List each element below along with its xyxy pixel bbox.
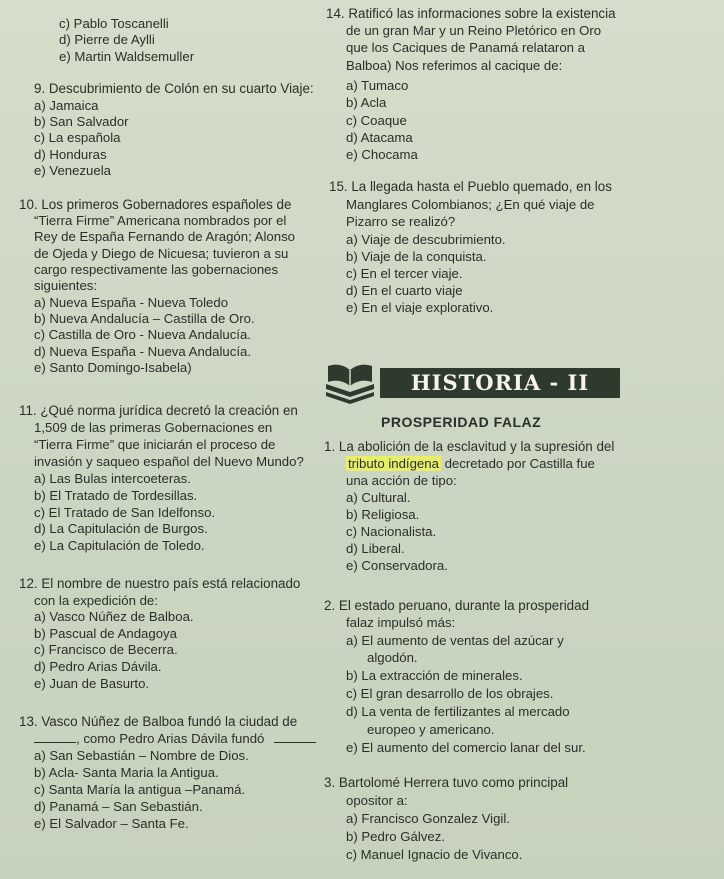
book-icon — [322, 362, 378, 404]
section-banner — [322, 360, 622, 406]
option-text: e) Chocama — [346, 147, 418, 162]
question-text: falaz impulsó más: — [346, 615, 456, 630]
option-text: b) La extracción de minerales. — [346, 668, 523, 683]
question-r3: 3. Bartolomé Herrera tuvo como principal — [324, 775, 569, 790]
question-13: 13. Vasco Núñez de Balboa fundó la ciudad de — [19, 714, 298, 729]
option-text: e) Santo Domingo-Isabela) — [34, 360, 192, 375]
option-text: d) Pedro Arias Dávila. — [34, 659, 162, 674]
answer-blank — [274, 732, 316, 743]
option-text: b) Pedro Gálvez. — [346, 829, 445, 844]
option-text: d) Honduras — [34, 147, 107, 162]
option-text: c) Nacionalista. — [346, 524, 437, 539]
option-text: e) El aumento del comercio lanar del sur. — [346, 740, 586, 755]
question-text: , como Pedro Arias Dávila fundó — [34, 731, 316, 747]
option-text: b) Viaje de la conquista. — [346, 249, 487, 264]
option-text: e) Juan de Basurto. — [34, 676, 150, 691]
option-text: e) La Capitulación de Toledo. — [34, 538, 205, 553]
option-text: c) Coaque — [346, 113, 407, 128]
option-text: europeo y americano. — [367, 722, 495, 737]
question-text: cargo respectivamente las gobernaciones — [34, 262, 279, 277]
question-text: de un gran Mar y un Reino Pletórico en Oro — [346, 23, 602, 38]
question-text: siguientes: — [34, 278, 98, 293]
option-text: c) Santa María la antigua –Panamá. — [34, 782, 246, 797]
option-text: d) Liberal. — [346, 541, 405, 556]
option-text: a) San Sebastián – Nombre de Dios. — [34, 748, 249, 763]
option-text: d) Nueva España - Nueva Andalucía. — [34, 344, 251, 359]
question-text: que los Caciques de Panamá relataron a — [346, 40, 585, 55]
option-text: e) Venezuela — [34, 163, 111, 178]
option-text: a) Vasco Núñez de Balboa. — [34, 609, 194, 624]
option-text: c) Francisco de Becerra. — [34, 642, 178, 657]
question-15: 15. La llegada hasta el Pueblo quemado, en los — [329, 179, 612, 194]
option-text: c) La española — [34, 130, 121, 145]
option-text: d) La venta de fertilizantes al mercado — [346, 704, 570, 719]
option-text: d) Atacama — [346, 130, 413, 145]
option-text: c) Pablo Toscanelli — [59, 16, 169, 31]
option-text: b) Acla- Santa Maria la Antigua. — [34, 765, 219, 780]
banner-title: HISTORIA - II — [410, 370, 590, 395]
option-text: b) Religiosa. — [346, 507, 420, 522]
question-text: tributo indígena decretado por Castilla fue — [348, 456, 595, 471]
question-text: “Tierra Firme” Americana nombrados por el — [34, 213, 287, 228]
option-text: e) Martin Waldsemuller — [59, 49, 195, 64]
option-text: d) La Capitulación de Burgos. — [34, 521, 208, 536]
option-text: b) Pascual de Andagoya — [34, 626, 177, 641]
option-text: d) Panamá – San Sebastián. — [34, 799, 203, 814]
option-text: b) Acla — [346, 95, 387, 110]
question-r1: 1. La abolición de la esclavitud y la supresión del — [324, 439, 615, 454]
question-text: “Tierra Firme” que iniciarán el proceso de — [34, 437, 276, 452]
option-text: a) Jamaica — [34, 98, 99, 113]
question-text: de Ojeda y Diego de Nicuesa; tuvieron a su — [34, 246, 289, 261]
option-text: a) El aumento de ventas del azúcar y — [346, 633, 564, 648]
question-12: 12. El nombre de nuestro país está relacionado — [19, 576, 301, 591]
section-subtitle: PROSPERIDAD FALAZ — [381, 414, 542, 430]
question-11: 11. ¿Qué norma jurídica decretó la creación en — [19, 403, 298, 418]
option-text: c) Manuel Ignacio de Vivanco. — [346, 847, 523, 862]
option-text: e) Conservadora. — [346, 558, 448, 573]
question-9: 9. Descubrimiento de Colón en su cuarto Viaje: — [34, 81, 314, 96]
question-text: opositor a: — [346, 793, 408, 808]
option-text: b) Nueva Andalucía – Castilla de Oro. — [34, 311, 255, 326]
option-text: b) San Salvador — [34, 114, 129, 129]
option-text: c) En el tercer viaje. — [346, 266, 463, 281]
option-text: b) El Tratado de Tordesillas. — [34, 488, 198, 503]
question-10: 10. Los primeros Gobernadores españoles de — [19, 197, 292, 212]
option-text: a) Viaje de descubrimiento. — [346, 232, 506, 247]
question-text: Balboa) Nos referimos al cacique de: — [346, 58, 563, 73]
question-text: una acción de tipo: — [346, 473, 457, 488]
option-text: a) Nueva España - Nueva Toledo — [34, 295, 229, 310]
option-text: c) El Tratado de San Idelfonso. — [34, 505, 216, 520]
question-text: Manglares Colombianos; ¿En qué viaje de — [346, 197, 595, 212]
question-14: 14. Ratificó las informaciones sobre la existencia — [326, 6, 616, 21]
question-text: Pizarro se realizó? — [346, 214, 456, 229]
highlighted-text: tributo indígena — [348, 456, 439, 471]
option-text: c) El gran desarrollo de los obrajes. — [346, 686, 554, 701]
option-text: e) En el viaje explorativo. — [346, 300, 494, 315]
question-text: invasión y saqueo español del Nuevo Mundo? — [34, 454, 304, 469]
option-text: a) Tumaco — [346, 78, 409, 93]
option-text: e) El Salvador – Santa Fe. — [34, 816, 189, 831]
option-text: d) En el cuarto viaje — [346, 283, 463, 298]
option-text: d) Pierre de Aylli — [59, 32, 155, 47]
option-text: algodón. — [367, 650, 418, 665]
question-r2: 2. El estado peruano, durante la prosperidad — [324, 598, 590, 613]
question-text: 1,509 de las primeras Gobernaciones en — [34, 420, 273, 435]
answer-blank — [34, 732, 76, 743]
question-text: Rey de España Fernando de Aragón; Alonso — [34, 229, 296, 244]
option-text: a) Las Bulas intercoeteras. — [34, 471, 191, 486]
question-text: con la expedición de: — [34, 593, 158, 608]
option-text: a) Cultural. — [346, 490, 411, 505]
option-text: a) Francisco Gonzalez Vigil. — [346, 811, 510, 826]
option-text: c) Castilla de Oro - Nueva Andalucía. — [34, 327, 251, 342]
